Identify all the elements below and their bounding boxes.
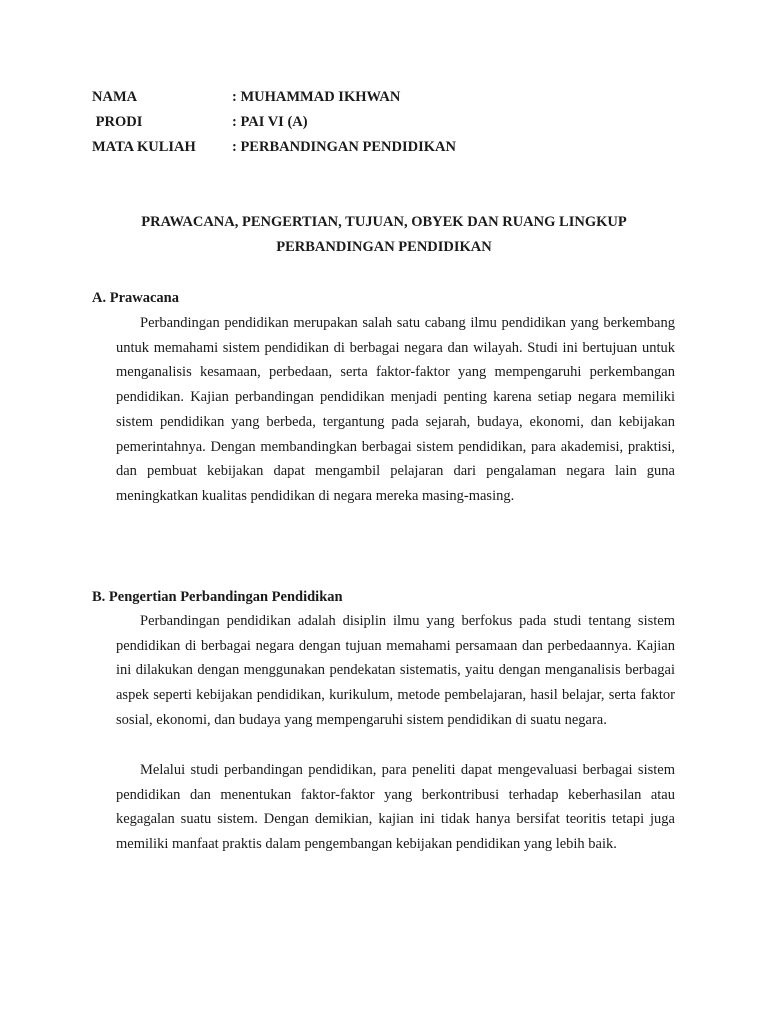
section-b-paragraph-1: Perbandingan pendidikan adalah disiplin ilmu yang berfokus pada studi tentang sistem pendidikan di berbagai negara dengan tujuan memahami persamaan dan perbedaannya. Kajian ini dilakukan dengan menggunakan pendekatan sistematis, yaitu dengan menganalisis berbagai aspek seperti kebijakan pendidikan, kurikulum, metode pembelajaran, hasil belajar, serta faktor sosial, ekonomi, dan budaya yang mempengaruhi sistem pendidikan di suatu negara.	[116, 613, 675, 728]
section-a-paragraph: Perbandingan pendidikan merupakan salah satu cabang ilmu pendidikan yang berkembang untuk memahami sistem pendidikan di berbagai negara dan wilayah. Studi ini bertujuan untuk menganalisis kesamaan, perbedaan, serta faktor-faktor yang mempengaruhi perkembangan pendidikan. Kajian perbandingan pendidikan menjadi penting karena setiap negara memiliki sistem pendidikan yang berbeda, tergantung pada sejarah, budaya, ekonomi, dan kebijakan pemerintahnya. Dengan membandingkan berbagai sistem pendidikan, para akademisi, praktisi, dan pembuat kebijakan dapat mengambil pelajaran dari pengalaman negara lain guna meningkatkan kualitas pendidikan di negara mereka masing-masing.	[116, 315, 675, 504]
info-value-mata-kuliah: : PERBANDINGAN PENDIDIKAN	[232, 139, 456, 155]
info-value-prodi: : PAI VI (A)	[232, 114, 308, 130]
title-line-2: PERBANDINGAN PENDIDIKAN	[276, 238, 492, 255]
section-b-heading: B. Pengertian Perbandingan Pendidikan	[92, 589, 343, 605]
info-label-mata-kuliah: MATA KULIAH	[92, 139, 196, 155]
section-a-heading: A. Prawacana	[92, 290, 179, 306]
section-b-paragraph-2: Melalui studi perbandingan pendidikan, para peneliti dapat mengevaluasi berbagai sistem pendidikan dan menentukan faktor-faktor yang berkontribusi terhadap keberhasilan atau kegagalan suatu sistem. Dengan demikian, kajian ini tidak hanya bersifat teoritis tetapi juga memiliki manfaat praktis dalam pengembangan kebijakan pendidikan yang lebih baik.	[116, 762, 675, 853]
info-label-nama: NAMA	[92, 89, 138, 105]
title-line-1: PRAWACANA, PENGERTIAN, TUJUAN, OBYEK DAN RUANG LINGKUP	[141, 214, 627, 230]
info-label-prodi: PRODI	[92, 114, 143, 130]
document-title	[92, 210, 676, 259]
info-value-nama: : MUHAMMAD IKHWAN	[232, 89, 401, 105]
